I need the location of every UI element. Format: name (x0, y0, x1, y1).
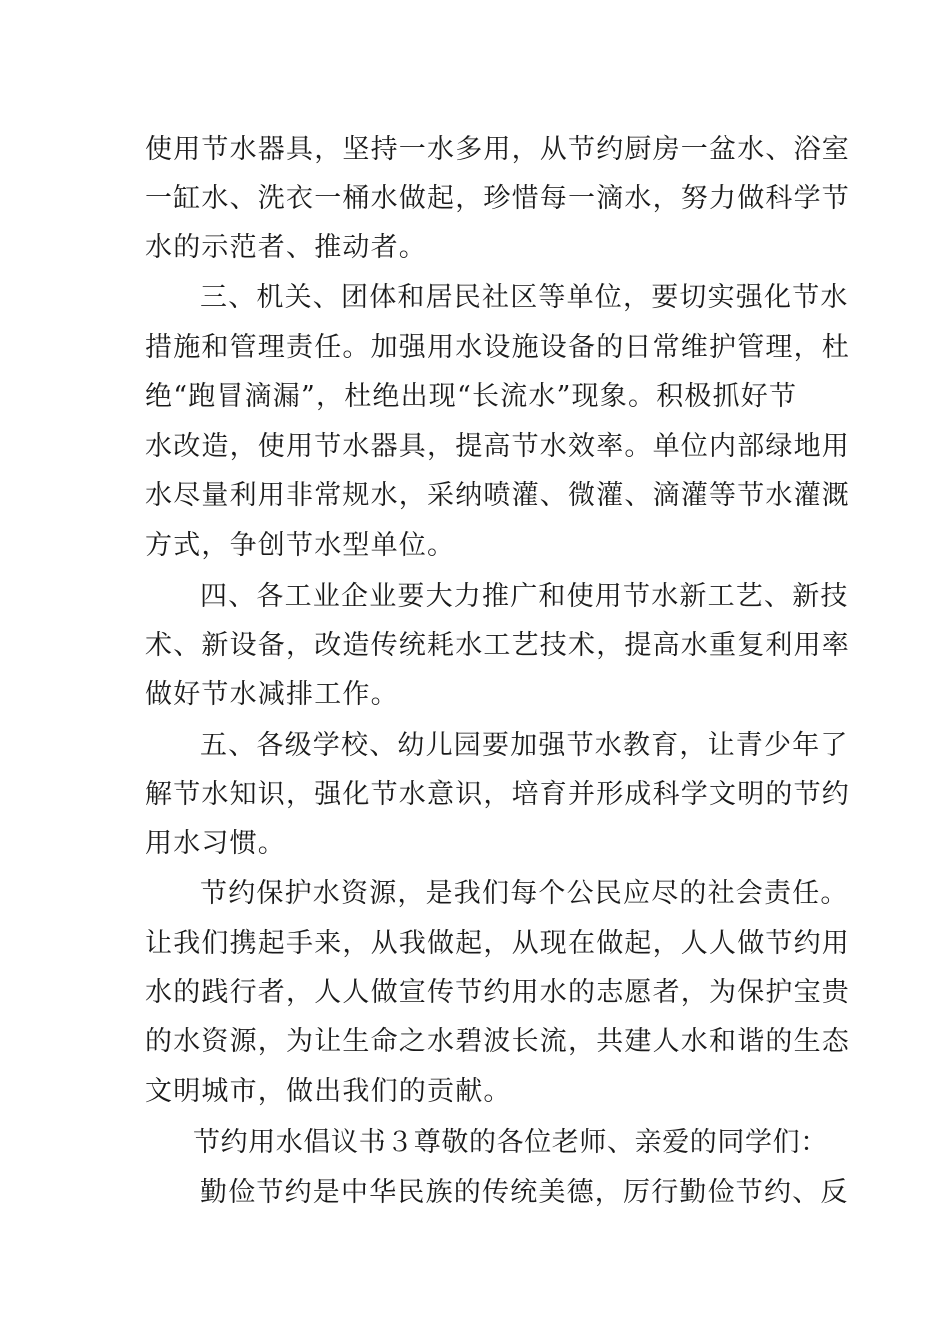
text-line: 让我们携起手来，从我做起，从现在做起，人人做节约用 (145, 928, 850, 959)
text-line: 术、新设备，改造传统耗水工艺技术，提高水重复利用率 (145, 630, 850, 661)
text-line: 措施和管理责任。加强用水设施设备的日常维护管理，杜 (145, 332, 850, 363)
text-line: 绝“跑冒滴漏”，杜绝出现“长流水”现象。积极抓好节 (145, 381, 798, 412)
text-line: 水的示范者、推动者。 (145, 232, 427, 263)
text-line: 水尽量利用非常规水，采纳喷灌、微灌、滴灌等节水灌溉 (145, 480, 850, 511)
text-line: 文明城市，做出我们的贡献。 (145, 1076, 512, 1107)
text-line: 用水习惯。 (145, 828, 286, 859)
letter-title-line: 节约用水倡议书３尊敬的各位老师、亲爱的同学们： (193, 1127, 828, 1158)
text-line: 水改造，使用节水器具，提高节水效率。单位内部绿地用 (145, 431, 850, 462)
text-line: 的水资源，为让生命之水碧波长流，共建人水和谐的生态 (145, 1026, 850, 1057)
text-line: 解节水知识，强化节水意识，培育并形成科学文明的节约 (145, 779, 850, 810)
text-line: 做好节水减排工作。 (145, 679, 399, 710)
paragraph-start-line: 四、各工业企业要大力推广和使用节水新工艺、新技 (200, 581, 849, 612)
paragraph-start-line: 节约保护水资源，是我们每个公民应尽的社会责任。 (200, 878, 849, 909)
text-line: 使用节水器具，坚持一水多用，从节约厨房一盆水、浴室 (145, 134, 850, 165)
text-line: 水的践行者，人人做宣传节约用水的志愿者，为保护宝贵 (145, 977, 850, 1008)
paragraph-start-line: 五、各级学校、幼儿园要加强节水教育，让青少年了 (200, 730, 849, 761)
text-line: 一缸水、洗衣一桶水做起，珍惜每一滴水，努力做科学节 (145, 183, 850, 214)
text-line: 方式，争创节水型单位。 (145, 530, 456, 561)
paragraph-start-line: 三、机关、团体和居民社区等单位，要切实强化节水 (200, 282, 849, 313)
paragraph-start-line: 勤俭节约是中华民族的传统美德，厉行勤俭节约、反 (200, 1177, 849, 1208)
